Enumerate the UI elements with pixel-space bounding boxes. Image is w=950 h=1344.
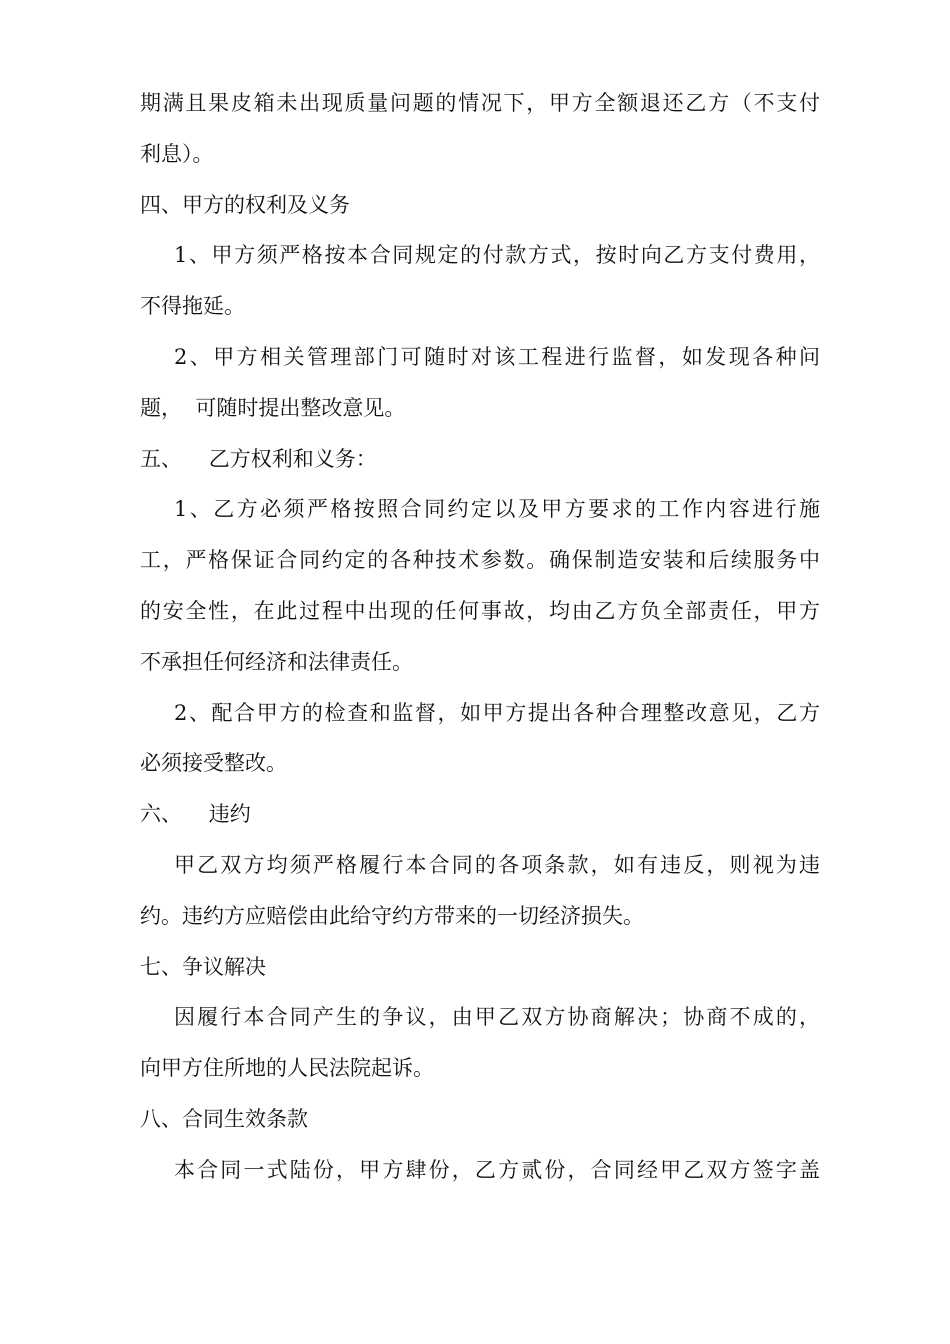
paragraph-line: 题， 可随时提出整改意见。: [140, 395, 406, 420]
paragraph-line: 不得拖延。: [140, 294, 245, 319]
section-heading-7: 七、争议解决: [140, 954, 266, 979]
contract-text: [140, 78, 820, 1196]
paragraph-line: 1、甲方须严格按本合同规定的付款方式，按时向乙方支付费用，: [174, 243, 820, 268]
paragraph-line: 工，严格保证合同约定的各种技术参数。确保制造安装和后续服务中: [140, 548, 820, 573]
section-heading-4: 四、甲方的权利及义务: [140, 192, 350, 217]
paragraph-line: 向甲方住所地的人民法院起诉。: [140, 1056, 434, 1081]
paragraph-line: 约。违约方应赔偿由此给守约方带来的一切经济损失。: [140, 903, 644, 928]
paragraph-line: 利息）。: [140, 141, 214, 166]
paragraph-line: 的安全性，在此过程中出现的任何事故，均由乙方负全部责任，甲方: [140, 598, 820, 623]
paragraph-line: 必须接受整改。: [140, 751, 287, 776]
paragraph-line: 2、配合甲方的检查和监督，如甲方提出各种合理整改意见，乙方: [174, 700, 820, 725]
section-heading-6: 六、 违约: [140, 802, 251, 827]
section-heading-8: 八、合同生效条款: [140, 1106, 308, 1131]
paragraph-line: 1、乙方必须严格按照合同约定以及甲方要求的工作内容进行施: [174, 497, 820, 522]
section-heading-5: 五、 乙方权利和义务：: [140, 446, 377, 471]
paragraph-line: 不承担任何经济和法律责任。: [140, 649, 413, 674]
paragraph-line: 2、甲方相关管理部门可随时对该工程进行监督，如发现各种问: [174, 344, 820, 369]
paragraph-line: 因履行本合同产生的争议，由甲乙双方协商解决；协商不成的，: [174, 1005, 820, 1030]
paragraph-line: 期满且果皮箱未出现质量问题的情况下，甲方全额退还乙方（不支付: [140, 91, 820, 115]
paragraph-line: 本合同一式陆份，甲方肆份，乙方贰份，合同经甲乙双方签字盖: [174, 1157, 820, 1182]
paragraph-line: 甲乙双方均须严格履行本合同的各项条款，如有违反，则视为违: [174, 852, 820, 877]
